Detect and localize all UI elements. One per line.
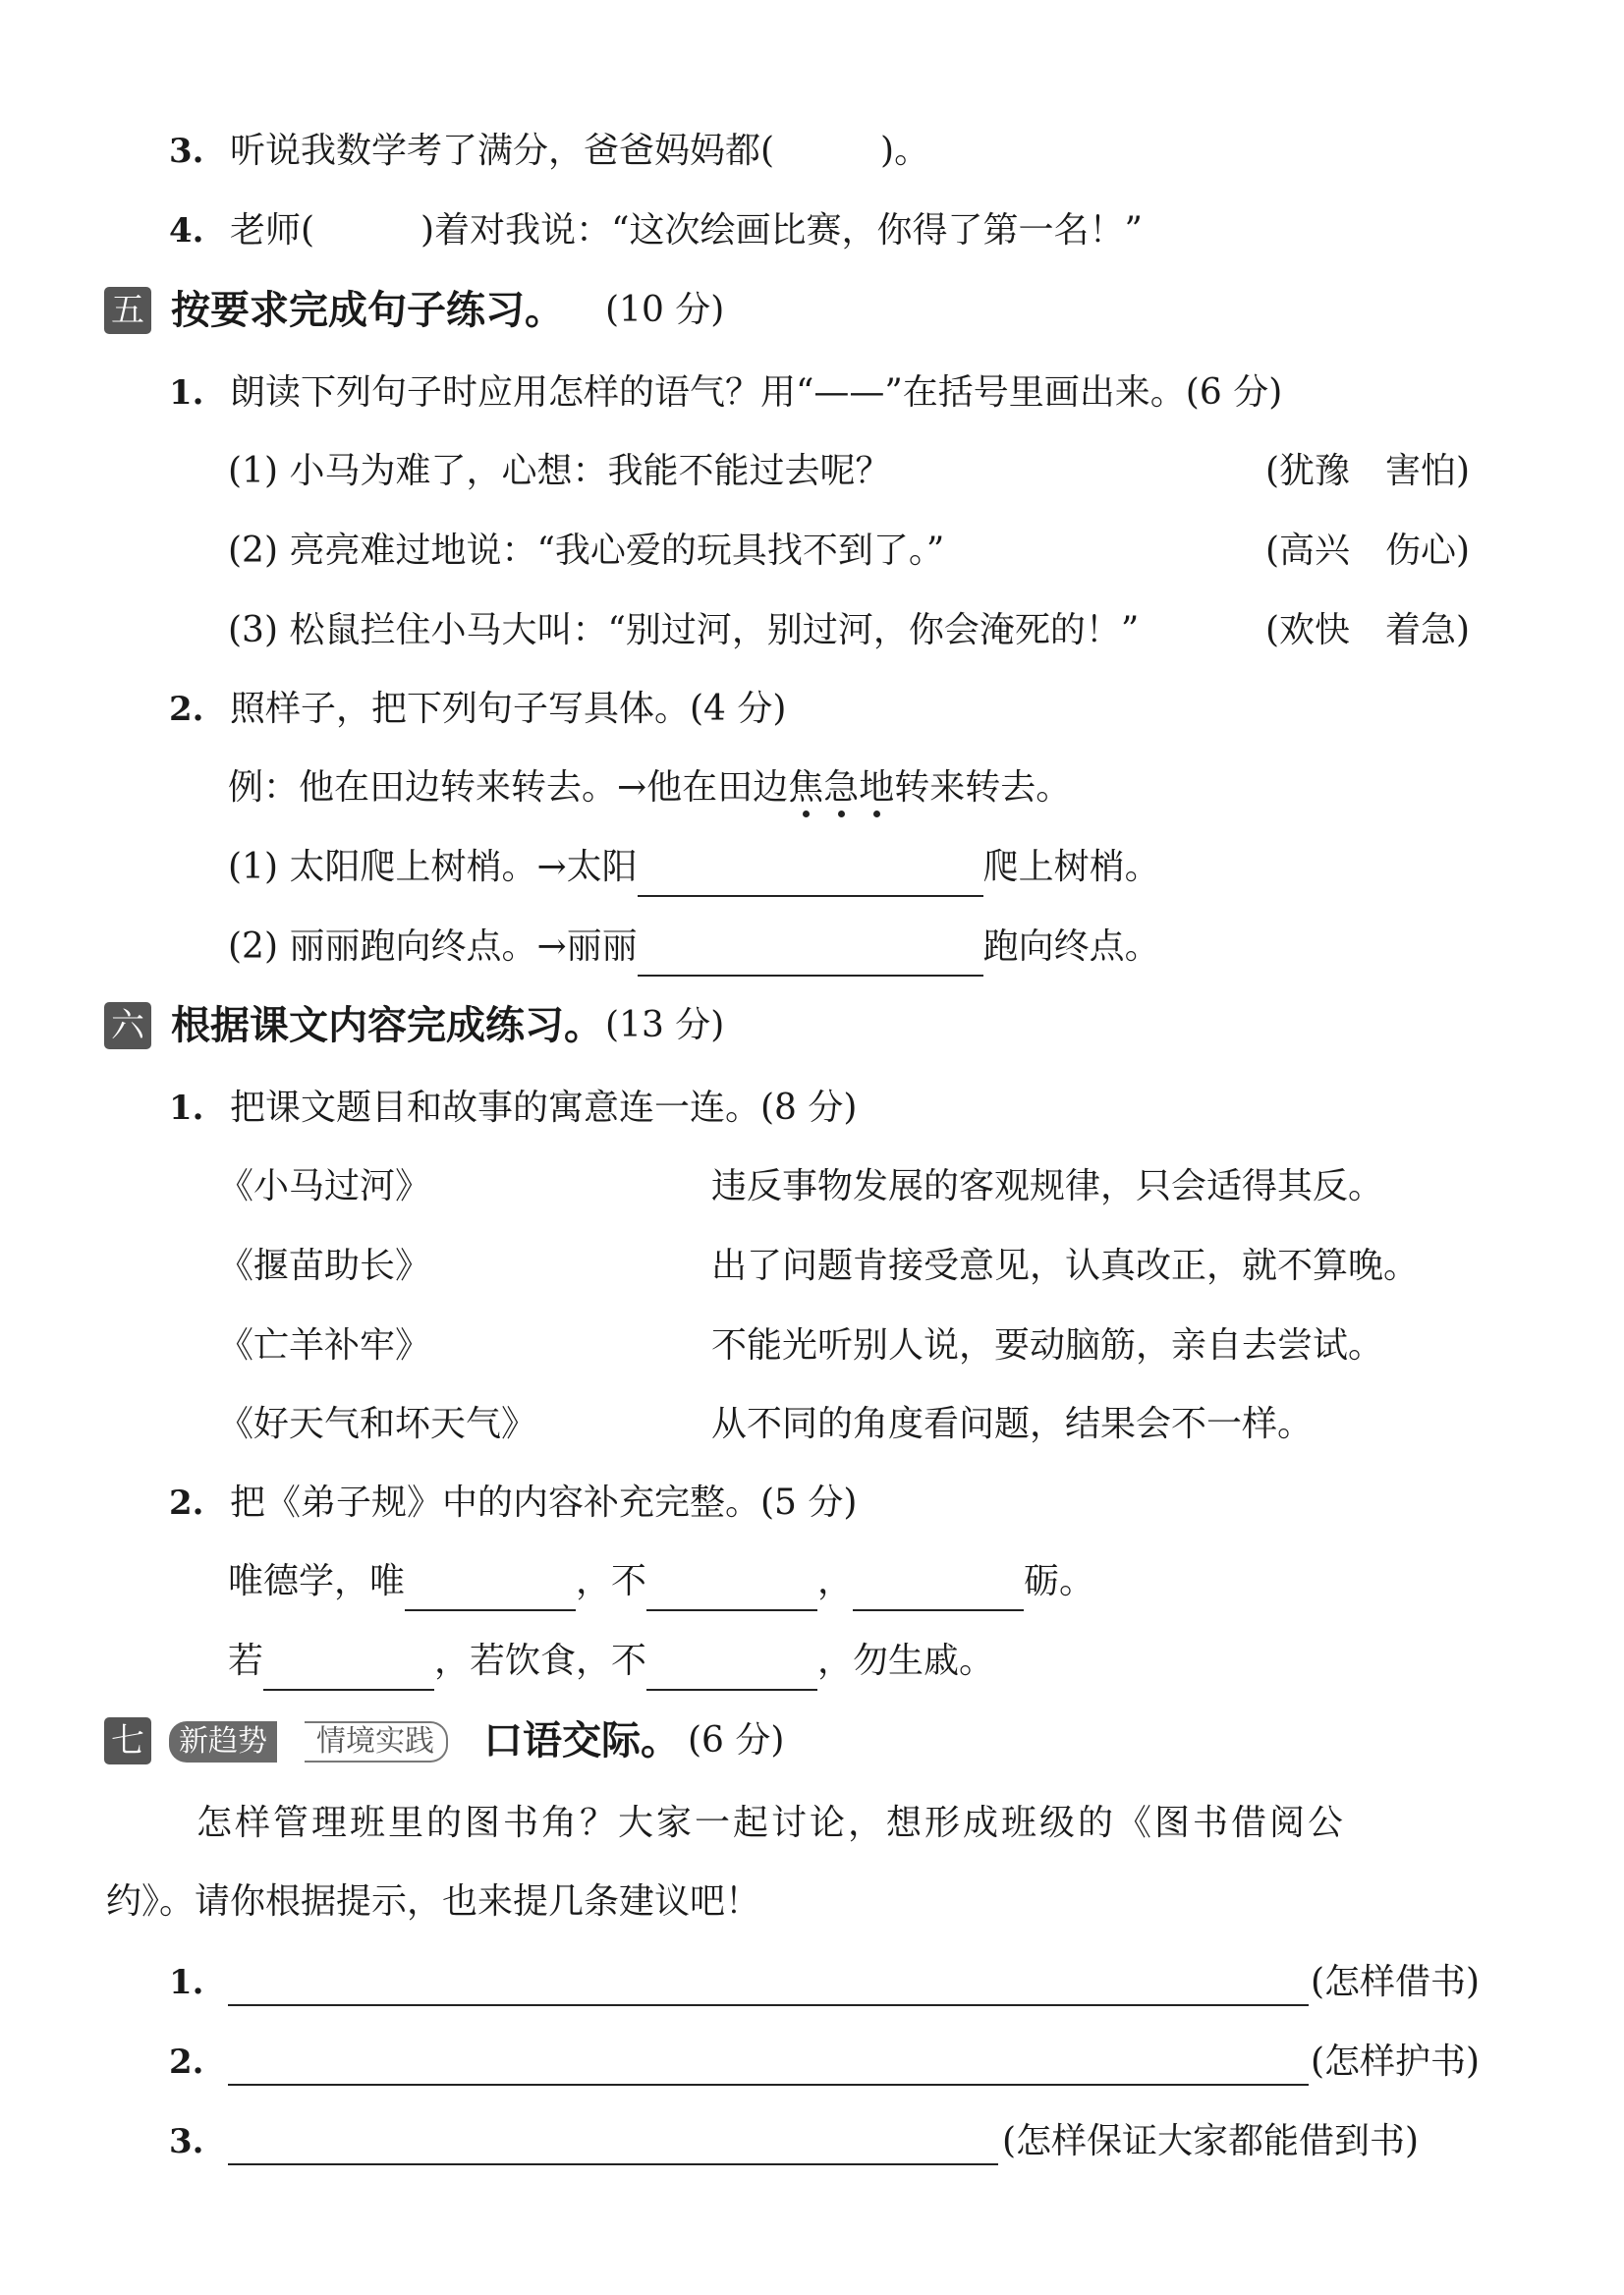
story-title[interactable]: 《亡羊补牢》 xyxy=(218,1325,431,1366)
sentence-row xyxy=(228,918,1160,977)
tone-options[interactable]: (高兴 伤心) xyxy=(1265,531,1471,571)
sentence-prefix: (2) 丽丽跑向终点。→丽丽 xyxy=(228,926,638,967)
tone-item-3 xyxy=(0,601,1624,660)
section-number-badge: 七 xyxy=(104,1717,151,1764)
tone-sentence: (1) 小马为难了，心想：我能不能过去呢？ xyxy=(228,451,891,491)
practice-tag: 情境实践 xyxy=(305,1721,448,1763)
section-number-badge: 六 xyxy=(104,1002,151,1049)
tone-sentence: (2) 亮亮难过地说：“我心爱的玩具找不到了。” xyxy=(228,531,945,571)
tone-item-2 xyxy=(0,522,1624,581)
story-meaning[interactable]: 违反事物发展的客观规律，只会适得其反。 xyxy=(711,1166,1384,1206)
tone-sentence: (3) 松鼠拦住小马大叫：“别过河，别过河，你会淹死的！” xyxy=(228,610,1140,650)
answer-blank[interactable] xyxy=(638,850,983,897)
text-fragment: ，不 xyxy=(576,1561,647,1601)
dizigui-row xyxy=(228,1632,994,1691)
answer-blank[interactable] xyxy=(228,1959,1309,2006)
emphasis-char: 焦 xyxy=(788,767,824,808)
dizigui-row xyxy=(228,1552,1094,1611)
question-number: 1. xyxy=(169,1089,204,1128)
sentence-suffix: 爬上树梢。 xyxy=(982,847,1160,887)
section-7-header xyxy=(0,1711,1624,1770)
section-5-header xyxy=(0,281,1624,340)
section-6-header xyxy=(0,996,1624,1055)
sec5-question-1 xyxy=(0,364,1624,422)
answer-blank[interactable] xyxy=(228,2118,998,2165)
prompt-text: 怎样管理班里的图书角？大家一起讨论，想形成班级的《图书借阅公 xyxy=(196,1803,1347,1843)
answer-line-3 xyxy=(0,2112,1624,2171)
tone-options[interactable]: (犹豫 害怕) xyxy=(1265,451,1471,491)
question-number: 2. xyxy=(169,690,204,729)
expand-sentence-1 xyxy=(0,838,1624,897)
dizigui-line-2 xyxy=(0,1632,1624,1691)
section-score: (13 分) xyxy=(605,1005,725,1045)
question-number: 1. xyxy=(169,373,204,413)
answer-number: 2. xyxy=(169,2043,204,2082)
question-number: 4. xyxy=(169,211,204,251)
expand-sentence-2 xyxy=(0,918,1624,977)
prompt-paragraph-line-2 xyxy=(0,1873,1624,1931)
question-text: 把课文题目和故事的寓意连一连。(8 分) xyxy=(230,1088,858,1128)
tone-item-1 xyxy=(0,442,1624,501)
question-text: 照样子，把下列句子写具体。(4 分) xyxy=(230,689,787,729)
sec6-question-1 xyxy=(0,1079,1624,1138)
sec5-question-2 xyxy=(0,680,1624,739)
answer-blank[interactable] xyxy=(405,1564,576,1611)
story-meaning[interactable]: 从不同的角度看问题，结果会不一样。 xyxy=(711,1404,1314,1444)
question-number: 3. xyxy=(169,132,204,171)
question-text: 把《弟子规》中的内容补充完整。(5 分) xyxy=(230,1483,858,1523)
text-fragment: ，若饮食，不 xyxy=(434,1641,647,1681)
text-fragment: 唯德学，唯 xyxy=(228,1561,406,1601)
section-number-badge: 五 xyxy=(104,287,151,334)
section-title: 根据课文内容完成练习。 xyxy=(171,1003,603,1048)
story-title[interactable]: 《好天气和坏天气》 xyxy=(218,1404,537,1444)
story-title[interactable]: 《揠苗助长》 xyxy=(218,1246,431,1286)
tone-options[interactable]: (欢快 着急) xyxy=(1265,610,1471,650)
question-text: 老师( )着对我说：“这次绘画比赛，你得了第一名！” xyxy=(230,210,1143,251)
emphasis-char: 急 xyxy=(823,767,860,808)
section-title: 口语交际。 xyxy=(483,1718,680,1763)
story-title[interactable]: 《小马过河》 xyxy=(218,1166,431,1206)
example-prefix: 例：他在田边转来转去。→他在田边 xyxy=(228,767,789,808)
text-fragment: 若 xyxy=(228,1641,264,1681)
question-text: 朗读下列句子时应用怎样的语气？用“——”在括号里画出来。(6 分) xyxy=(230,372,1283,413)
answer-blank[interactable] xyxy=(646,1644,817,1691)
text-fragment: ， xyxy=(817,1561,854,1601)
section-score: (6 分) xyxy=(688,1720,785,1761)
answer-blank[interactable] xyxy=(638,929,983,977)
answer-hint: (怎样借书) xyxy=(1311,1962,1481,2002)
sentence-prefix: (1) 太阳爬上树梢。→太阳 xyxy=(228,847,638,887)
question-number: 2. xyxy=(169,1483,204,1523)
question-4 xyxy=(0,201,1624,260)
answer-blank[interactable] xyxy=(646,1564,817,1611)
answer-number: 1. xyxy=(169,1963,204,2002)
section-title: 按要求完成句子练习。 xyxy=(171,288,564,333)
text-fragment: ，勿生戚。 xyxy=(817,1641,995,1681)
prompt-text: 约》。请你根据提示，也来提几条建议吧！ xyxy=(106,1881,761,1922)
match-row-1 xyxy=(0,1157,1624,1216)
emphasis-char: 地 xyxy=(859,767,895,808)
story-meaning[interactable]: 不能光听别人说，要动脑筋，亲自去尝试。 xyxy=(711,1325,1384,1366)
match-row-4 xyxy=(0,1395,1624,1454)
dizigui-line-1 xyxy=(0,1552,1624,1611)
answer-blank[interactable] xyxy=(853,1564,1024,1611)
text-fragment: 砺。 xyxy=(1024,1561,1095,1601)
answer-line-1 xyxy=(0,1953,1624,2012)
new-trend-tag: 新趋势 xyxy=(169,1721,277,1763)
answer-hint: (怎样保证大家都能借到书) xyxy=(1002,2121,1420,2161)
sentence-row xyxy=(228,838,1160,897)
example-text xyxy=(228,758,1071,817)
match-row-3 xyxy=(0,1316,1624,1375)
example-suffix: 转来转去。 xyxy=(894,767,1072,808)
section-score: (10 分) xyxy=(605,290,725,330)
answer-number: 3. xyxy=(169,2122,204,2161)
answer-blank[interactable] xyxy=(228,2039,1309,2086)
question-3 xyxy=(0,122,1624,181)
question-text: 听说我数学考了满分，爸爸妈妈都( )。 xyxy=(230,131,930,171)
sentence-suffix: 跑向终点。 xyxy=(982,926,1160,967)
story-meaning[interactable]: 出了问题肯接受意见，认真改正，就不算晚。 xyxy=(711,1246,1420,1286)
sec6-question-2 xyxy=(0,1474,1624,1533)
answer-blank[interactable] xyxy=(263,1644,434,1691)
prompt-paragraph-line-1 xyxy=(0,1794,1624,1853)
answer-hint: (怎样护书) xyxy=(1311,2042,1481,2082)
example-sentence xyxy=(0,758,1624,817)
answer-line-2 xyxy=(0,2033,1624,2092)
match-row-2 xyxy=(0,1237,1624,1296)
